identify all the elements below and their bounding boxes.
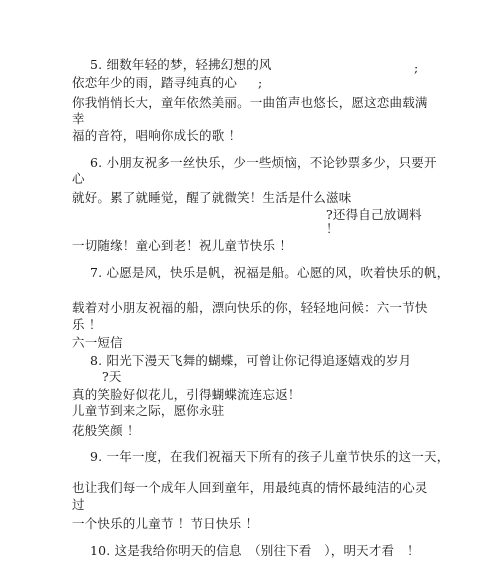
item-9-line-1: 9. 一年一度，在我们祝福天下所有的孩子儿童节快乐的这一天，: [90, 449, 450, 464]
item-8-line-4: 儿童节到来之际，愿你永驻: [72, 403, 225, 418]
item-7-line-3: 乐 ！: [72, 317, 102, 332]
item-8-line-3: 真的笑脸好似花儿，引得蝴蝶流连忘返！: [72, 387, 301, 402]
item-6-line-5: ！: [326, 221, 339, 236]
item-5-line-1: 5. 细数年轻的梦，轻拂幻想的风: [90, 57, 272, 72]
item-5-line-2: 依恋年少的雨，踏寻纯真的心: [72, 75, 238, 90]
item-8-line-5: 花般笑颜 ！: [72, 423, 140, 438]
item-6-line-3: 就好。累了就睡觉，醒了就微笑！生活是什么滋味: [72, 190, 352, 205]
item-9-line-3: 过: [72, 497, 85, 512]
item-8-line-1: 8. 阳光下漫天飞舞的蝴蝶，可曾让你记得追逐嬉戏的岁月: [90, 353, 412, 368]
item-5-line-5: 福的音符，唱响你成长的歌 ！: [72, 128, 242, 143]
item-6-line-1: 6. 小朋友祝多一丝快乐，少一些烦恼，不论钞票多少，只要开: [90, 155, 437, 170]
item-10-line-1: 10. 这是我给你明天的信息 （别往下看 ），明天才看 ！: [90, 543, 420, 558]
item-9-line-2: 也让我们每一个成年人回到童年，用最纯真的情怀最纯洁的心灵: [72, 480, 428, 495]
item-7-line-2: 载着对小朋友祝福的船，漂向快乐的你，轻轻地问候：六一节快: [72, 300, 428, 315]
item-8-line-2: ?天: [102, 369, 122, 384]
item-5-semicolon-2: ;: [258, 75, 263, 90]
item-6-line-4: ?还得自己放调料: [326, 207, 422, 222]
item-6-line-2: 心: [72, 171, 85, 186]
sms-heading: 六一短信: [72, 335, 123, 350]
item-5-line-3: 你我悄悄长大，童年依然美丽。一曲笛声也悠长，愿这恋曲载满: [72, 95, 428, 110]
item-9-line-4: 一个快乐的儿童节 ！节日快乐 ！: [72, 516, 259, 531]
item-7-line-1: 7. 心愿是风，快乐是帆，祝福是船。心愿的风，吹着快乐的帆，: [90, 265, 450, 280]
item-5-semicolon-1: ;: [414, 60, 419, 75]
item-5-line-4: 幸: [72, 111, 85, 126]
item-6-line-6: 一切随缘！童心到老！祝儿童节快乐 ！: [72, 238, 293, 253]
